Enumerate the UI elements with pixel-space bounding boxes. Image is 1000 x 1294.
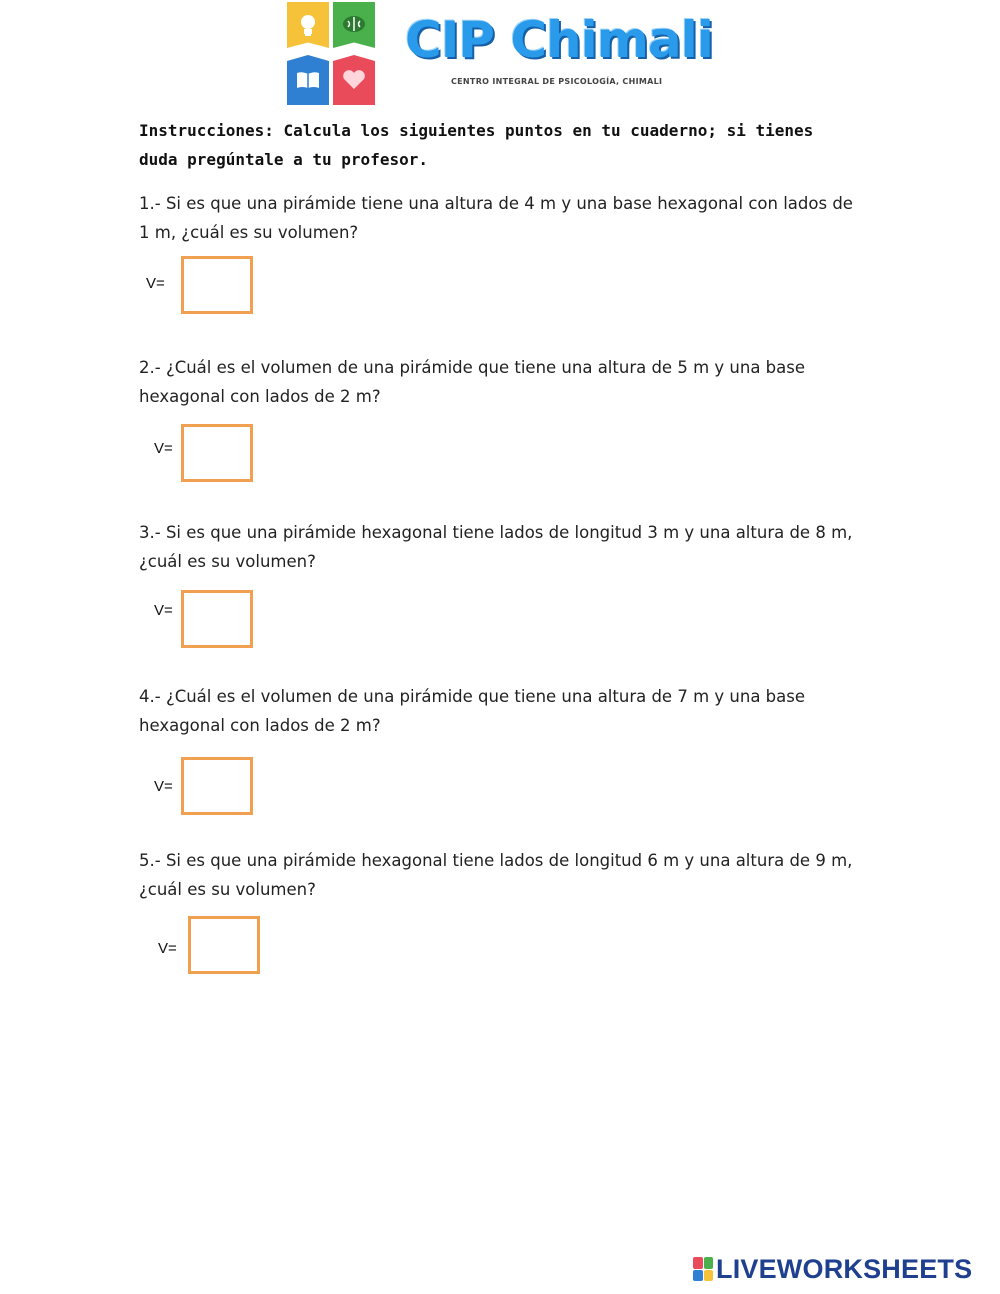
question-5: 5.- Si es que una pirámide hexagonal tiene lados de longitud 6 m y una altura de 9 m, ¿cuál es su volumen? xyxy=(139,851,853,899)
brain-icon xyxy=(333,2,375,48)
answer-label-2: V= xyxy=(154,440,173,457)
answer-label-1: V= xyxy=(146,275,165,292)
brand-subtitle: CENTRO INTEGRAL DE PSICOLOGÍA, CHIMALI xyxy=(451,77,663,86)
brand-name: CIP Chimali xyxy=(405,11,713,69)
logo-tiles xyxy=(287,0,377,106)
footer-brand[interactable] xyxy=(693,1254,972,1284)
question-2: 2.- ¿Cuál es el volumen de una pirámide que tiene una altura de 5 m y una base hexagonal con lados de 2 m? xyxy=(139,358,806,406)
heart-icon xyxy=(333,55,375,105)
answer-box-1[interactable] xyxy=(181,256,253,314)
answer-box-4[interactable] xyxy=(181,757,253,815)
liveworksheets-icon xyxy=(693,1257,713,1281)
lightbulb-icon xyxy=(287,2,329,48)
question-1: 1.- Si es que una pirámide tiene una altura de 4 m y una base hexagonal con lados de 1 m, ¿cuál es su volumen? xyxy=(139,194,853,242)
footer-brand-text: LIVEWORKSHEETS xyxy=(716,1253,973,1284)
instructions: Instrucciones: Calcula los siguientes puntos en tu cuaderno; si tienes duda pregúntale a tu profesor. xyxy=(139,121,814,169)
answer-label-3: V= xyxy=(154,602,173,619)
question-3: 3.- Si es que una pirámide hexagonal tiene lados de longitud 3 m y una altura de 8 m, ¿cuál es su volumen? xyxy=(139,523,853,571)
answer-label-4: V= xyxy=(154,778,173,795)
answer-box-5[interactable] xyxy=(188,916,260,974)
book-icon xyxy=(287,55,329,105)
answer-box-3[interactable] xyxy=(181,590,253,648)
answer-label-5: V= xyxy=(158,940,177,957)
question-4: 4.- ¿Cuál es el volumen de una pirámide que tiene una altura de 7 m y una base hexagonal con lados de 2 m? xyxy=(139,687,806,735)
header-logo xyxy=(287,0,717,108)
answer-box-2[interactable] xyxy=(181,424,253,482)
